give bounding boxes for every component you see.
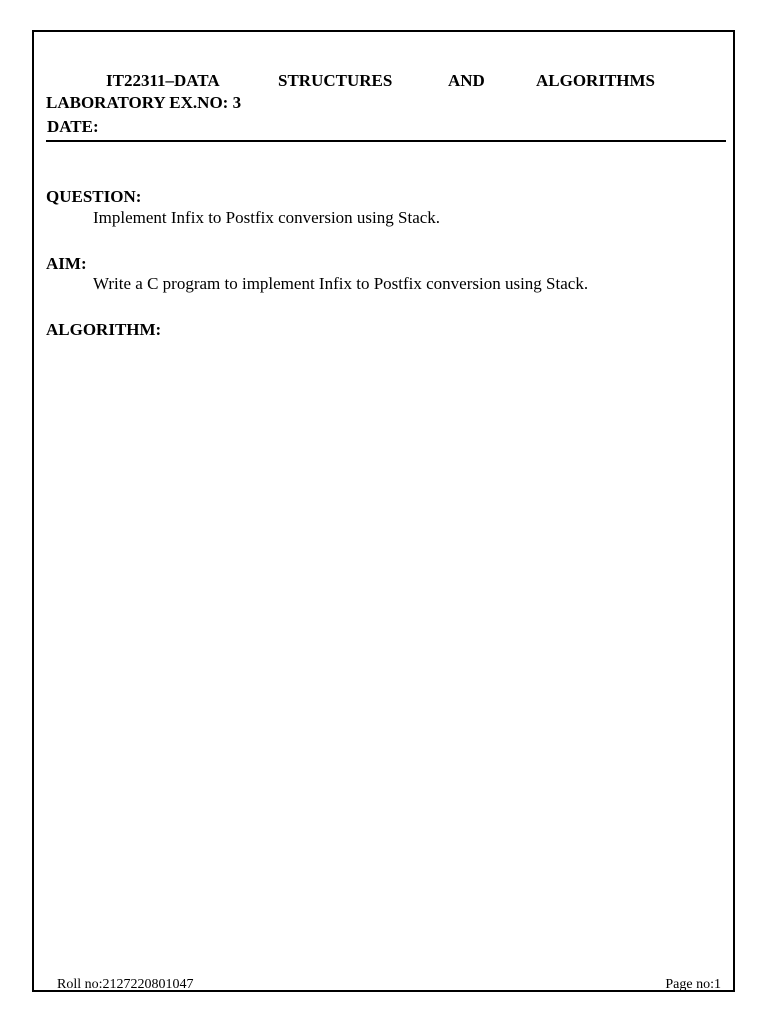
- aim-heading: AIM:: [46, 254, 87, 273]
- title-word-structures: STRUCTURES: [278, 71, 393, 90]
- title-word-course-code: IT22311–DATA: [106, 71, 220, 90]
- date-label: DATE:: [47, 117, 99, 136]
- page-number: Page no:1: [665, 977, 721, 992]
- algorithm-heading: ALGORITHM:: [46, 320, 162, 339]
- question-text: Implement Infix to Postfix conversion using Stack.: [93, 208, 441, 227]
- question-heading: QUESTION:: [46, 187, 142, 206]
- title-word-and: AND: [448, 71, 485, 90]
- document-title-line2: LABORATORY EX.NO: 3: [46, 93, 242, 112]
- header-divider: [46, 140, 726, 142]
- aim-text: Write a C program to implement Infix to Postfix conversion using Stack.: [93, 274, 589, 293]
- roll-number: Roll no:2127220801047: [57, 977, 194, 992]
- page-border: [32, 30, 735, 992]
- title-word-algorithms: ALGORITHMS: [536, 71, 656, 90]
- document-title-line1: [46, 70, 686, 92]
